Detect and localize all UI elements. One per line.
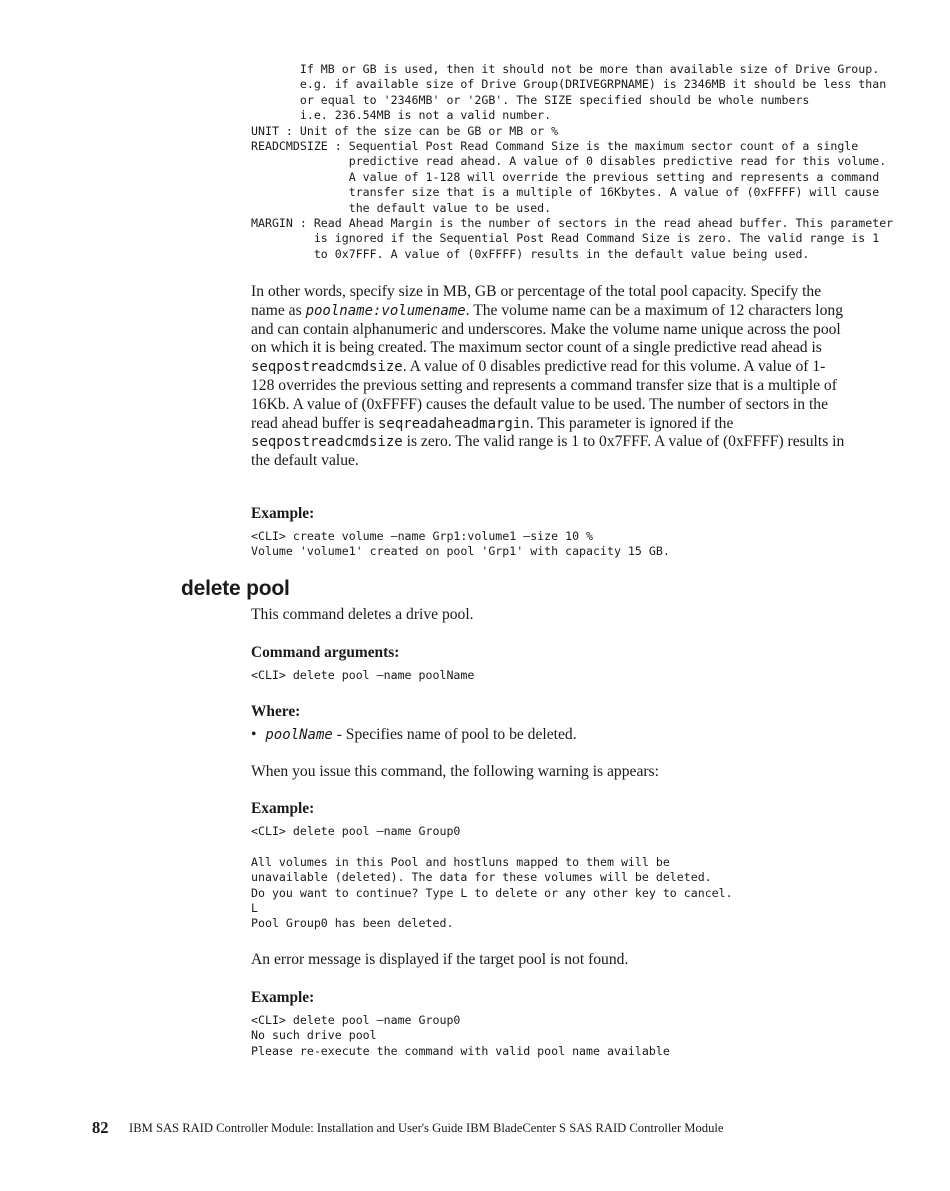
- code-line: READCMDSIZE : Sequential Post Read Command Size is the maximum sector count of a single: [251, 139, 859, 154]
- code-line: unavailable (deleted). The data for these volumes will be deleted.: [251, 870, 712, 885]
- inline-code: poolname:volumename: [305, 302, 466, 319]
- code-line: UNIT : Unit of the size can be GB or MB or %: [251, 123, 559, 138]
- volume-explanation-paragraph: [251, 283, 846, 471]
- code-line: Please re-execute the command with valid pool name available: [251, 1043, 670, 1058]
- argument-bullet: [251, 726, 577, 745]
- section-heading: delete pool: [181, 577, 290, 600]
- code-line: <CLI> delete pool –name Group0: [251, 824, 461, 838]
- code-line: is ignored if the Sequential Post Read Command Size is zero. The valid range is 1: [251, 231, 880, 246]
- parameter-description-block: [251, 62, 893, 262]
- code-line: If MB or GB is used, then it should not be more than available size of Drive Group.: [251, 62, 880, 76]
- code-line: Volume 'volume1' created on pool 'Grp1' with capacity 15 GB.: [251, 544, 670, 559]
- example-label: Example:: [251, 989, 315, 1006]
- warning-intro-text: When you issue this command, the following warning is appears:: [251, 763, 659, 780]
- code-line: L: [251, 901, 258, 916]
- code-line: No such drive pool: [251, 1028, 377, 1043]
- code-line: transfer size that is a multiple of 16Kbytes. A value of (0xFFFF) will cause: [251, 185, 880, 200]
- page-number: 82: [92, 1118, 109, 1137]
- bullet-marker: •: [251, 726, 257, 743]
- code-line: Do you want to continue? Type L to delete or any other key to cancel.: [251, 885, 733, 900]
- inline-code: seqpostreadcmdsize: [251, 434, 403, 451]
- paragraph-text: . This parameter is ignored if the: [529, 414, 734, 432]
- code-line: the default value to be used.: [251, 200, 552, 215]
- code-line: predictive read ahead. A value of 0 disables predictive read for this volume.: [251, 154, 887, 169]
- code-line: <CLI> delete pool –name Group0: [251, 1013, 461, 1027]
- inline-code: seqreadaheadmargin: [378, 415, 530, 432]
- code-line: Pool Group0 has been deleted.: [251, 916, 454, 931]
- section-intro: This command deletes a drive pool.: [251, 606, 474, 623]
- footer-text: IBM SAS RAID Controller Module: Installation and User's Guide IBM BladeCenter S SAS RAID Controller Module: [129, 1121, 724, 1135]
- code-line: <CLI> delete pool –name poolName: [251, 668, 475, 682]
- code-line: MARGIN : Read Ahead Margin is the number of sectors in the read ahead buffer. This parameter: [251, 216, 894, 231]
- code-line: All volumes in this Pool and hostluns mapped to them will be: [251, 854, 670, 869]
- example-label: Example:: [251, 800, 315, 817]
- argument-name: poolName: [265, 727, 333, 743]
- paragraph-text: is zero. The valid range is 1 to 0x7FFF. A value of (0xFFFF) results in the default value.: [251, 433, 845, 470]
- paragraph-text: . A value of 0 disables predictive read for this volume. A value of 1-128 overrides the previous setting and represents a command transfer size that is a multiple of 16Kb. A value of (0xFFFF) causes the default value to be used. The number of sectors in the read ahead buffer is: [251, 358, 837, 432]
- code-line: A value of 1-128 will override the previous setting and represents a command: [251, 169, 880, 184]
- error-intro-text: An error message is displayed if the target pool is not found.: [251, 951, 629, 968]
- code-line: to 0x7FFF. A value of (0xFFFF) results in the default value being used.: [251, 246, 810, 261]
- example-code-block: [251, 1013, 670, 1059]
- where-label: Where:: [251, 703, 301, 720]
- example-label: Example:: [251, 505, 315, 522]
- code-line: <CLI> create volume –name Grp1:volume1 –size 10 %: [251, 529, 594, 543]
- paragraph-text: In other words, specify size in MB, GB or percentage of the total pool capacity. Specify the name as: [251, 283, 822, 319]
- inline-code: seqpostreadcmdsize: [251, 359, 403, 376]
- code-line: or equal to '2346MB' or '2GB'. The SIZE specified should be whole numbers: [251, 92, 810, 107]
- command-syntax: [251, 668, 474, 683]
- argument-description: - Specifies name of pool to be deleted.: [332, 726, 577, 743]
- paragraph-text: . The volume name can be a maximum of 12 characters long and can contain alphanumeric and underscores. Make the volume name unique across the pool on which it is being created. The maximum sector count of a single predictive read ahead is: [251, 301, 844, 357]
- example-code-block: [251, 529, 670, 560]
- example-code-block: [251, 824, 733, 932]
- code-line: e.g. if available size of Drive Group(DRIVEGRPNAME) is 2346MB it should be less than: [251, 77, 887, 92]
- code-line: i.e. 236.54MB is not a valid number.: [251, 108, 552, 123]
- command-arguments-label: Command arguments:: [251, 644, 400, 661]
